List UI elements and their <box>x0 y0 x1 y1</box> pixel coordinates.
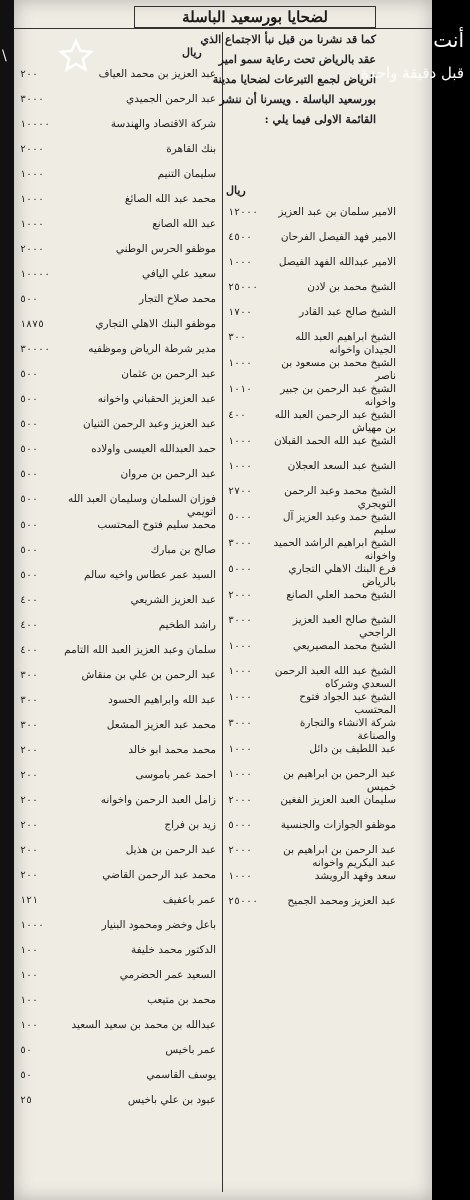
donor-row <box>18 819 218 844</box>
donor-name: سليمان العبد العزيز الفغين <box>280 794 396 806</box>
donation-amount: ١٠٠٠ <box>228 769 253 780</box>
donor-row <box>18 519 218 544</box>
donor-name: عبود بن علي باخيس <box>127 1094 216 1106</box>
donor-row <box>226 768 398 794</box>
donation-amount: ١٠٠ <box>20 995 39 1006</box>
donor-name: موظفو الجوازات والجنسية <box>280 819 396 831</box>
donation-amount: ٣٠٠٠ <box>228 538 253 549</box>
donor-row <box>226 743 398 768</box>
donor-row <box>226 206 398 231</box>
donation-amount: ١٠٠٠ <box>20 920 45 931</box>
donation-amount: ٣٠٠ <box>228 332 247 343</box>
donor-row <box>18 794 218 819</box>
donor-row <box>226 870 398 895</box>
donation-amount: ٣٠٠ <box>20 720 39 731</box>
donation-amount: ٢٥ <box>20 1095 33 1106</box>
donor-row <box>18 944 218 969</box>
donor-row <box>18 393 218 418</box>
donor-name: عبد العزيز الحقباني واخوانه <box>97 393 216 405</box>
overlay-timestamp: قبل دقيقة واحدة <box>360 64 464 82</box>
donor-name: سلمان وعبد العزيز العبد الله التامم <box>64 644 216 656</box>
donor-name: الشيخ عبد الجواد فتوح المحتسب <box>299 691 396 716</box>
donation-amount: ٣٠٠٠ <box>20 94 45 105</box>
donor-row <box>18 744 218 769</box>
donor-row <box>226 691 398 717</box>
donor-row <box>18 193 218 218</box>
donation-amount: ١٠٠٠ <box>228 692 253 703</box>
donor-row <box>18 443 218 468</box>
donor-row <box>226 589 398 614</box>
donor-row <box>18 68 218 93</box>
donation-amount: ١٠٠٠ <box>20 169 45 180</box>
left-donor-list <box>18 68 218 1119</box>
donor-name: عبد الله وابراهيم الحسود <box>108 694 216 706</box>
donation-amount: ٤٠٠ <box>20 620 39 631</box>
donor-row <box>18 569 218 594</box>
donation-amount: ٣٠٠٠ <box>228 718 253 729</box>
donor-row <box>226 485 398 511</box>
donor-row <box>18 1069 218 1094</box>
donor-name: محمد عبد الله الصائغ <box>124 193 216 205</box>
donor-row <box>18 844 218 869</box>
donor-name: زيد بن فراج <box>164 819 216 831</box>
donor-row <box>226 844 398 870</box>
donor-row <box>18 969 218 994</box>
donor-row <box>18 168 218 193</box>
donor-row <box>226 435 398 460</box>
donation-amount: ٣٠٠٠٠ <box>20 344 51 355</box>
donor-row <box>226 231 398 256</box>
donor-name: عبد الله الصانع <box>152 218 216 230</box>
left-currency-header: ريال <box>182 46 202 59</box>
donation-amount: ١٠٠٠ <box>20 194 45 205</box>
donor-name: عبدالله بن محمد بن سعيد السعيد <box>71 1019 216 1031</box>
donation-amount: ٥٠٠٠ <box>228 564 253 575</box>
donation-amount: ١٠٠ <box>20 970 39 981</box>
donation-amount: ٢٠٠٠ <box>20 144 45 155</box>
donation-amount: ٢٠٠٠ <box>228 795 253 806</box>
donation-amount: ٥٠٠ <box>20 545 39 556</box>
donor-row <box>18 468 218 493</box>
donor-row <box>18 293 218 318</box>
donor-name: عبد اللطيف بن دائل <box>309 743 396 755</box>
donor-row <box>226 717 398 743</box>
donation-amount: ٥٠٠ <box>20 494 39 505</box>
donor-row <box>226 640 398 665</box>
donor-name: الشيخ ابراهيم الراشد الحميد واخوانه <box>273 537 396 562</box>
donation-amount: ٢٠٠ <box>20 745 39 756</box>
donation-amount: ٥٠٠ <box>20 570 39 581</box>
right-donor-list <box>226 206 398 920</box>
donation-amount: ١٠٠٠ <box>228 461 253 472</box>
donation-amount: ٤٠٠ <box>20 645 39 656</box>
donor-row <box>18 368 218 393</box>
donor-row <box>18 343 218 368</box>
donor-name: محمد سليم فتوح المحتسب <box>97 519 216 531</box>
donor-row <box>18 318 218 343</box>
donor-row <box>18 769 218 794</box>
donor-name: محمد عبد العزيز المشعل <box>106 719 216 731</box>
donor-row <box>226 895 398 920</box>
donor-name: الامير سلمان بن عبد العزيز <box>278 206 396 218</box>
donation-amount: ١٢٠٠٠ <box>228 207 259 218</box>
donor-name: موظفو البنك الاهلي التجاري <box>95 318 216 330</box>
overlay-title: أنت <box>433 28 464 52</box>
donation-amount: ١٠٠٠ <box>228 871 253 882</box>
donor-row <box>18 894 218 919</box>
donor-name: عبد الرحمن الجميدي <box>126 93 216 105</box>
donation-amount: ٥٠٠٠ <box>228 820 253 831</box>
donation-amount: ٥٠٠٠ <box>228 512 253 523</box>
donor-row <box>18 243 218 268</box>
donor-row <box>18 669 218 694</box>
donation-amount: ١٠٠٠ <box>228 641 253 652</box>
right-currency-header: ريال <box>226 184 246 197</box>
donation-amount: ١٠٠٠ <box>20 219 45 230</box>
donor-name: زامل العبد الرحمن واخوانه <box>100 794 216 806</box>
donor-name: سعد وفهد الرويشد <box>314 870 396 882</box>
donor-name: صالح بن مبارك <box>150 544 216 556</box>
donor-name: عبد العزيز وعبد الرحمن الثنيان <box>83 418 216 430</box>
donation-amount: ٥٠٠ <box>20 444 39 455</box>
clipping-title: لضحايا بورسعيد الباسلة <box>134 6 376 28</box>
intro-paragraph: كما قد نشرنا من قبل نبأ الاجتماع الذي عقد بالرياض تحت رعاية سمو امير الرياض لجمع التبرعات لضحايا مدينة بورسعيد الباسلة . ويسرنا أن ننشر القائمة الاولى فيما يلي : <box>200 33 376 126</box>
donor-row <box>18 619 218 644</box>
donor-row <box>18 869 218 894</box>
donor-row <box>18 719 218 744</box>
donor-name: عبد الرحمن بن ابراهيم بن خميس <box>283 768 396 793</box>
donation-amount: ٥٠ <box>20 1045 33 1056</box>
donor-name: باعل وخضر ومحمود البنيار <box>101 919 216 931</box>
donation-amount: ١٠٠ <box>20 1020 39 1031</box>
donation-amount: ٢٠٠ <box>20 795 39 806</box>
donor-row <box>226 383 398 409</box>
donation-amount: ٥٠٠ <box>20 394 39 405</box>
donor-name: الشيخ عبد الرحمن العبد الله بن مهياش <box>274 409 396 434</box>
donation-amount: ٢٠٠٠ <box>20 244 45 255</box>
donor-name: سعيد علي اليافي <box>142 268 216 280</box>
donation-amount: ٥٠٠ <box>20 520 39 531</box>
donor-name: شركة الانشاء والتجارة والصناعة <box>299 717 396 742</box>
donor-row <box>18 118 218 143</box>
donor-name: الشيخ عبد الله الحمد القبلان <box>274 435 396 447</box>
donor-row <box>18 694 218 719</box>
donation-amount: ١٠٠٠٠ <box>20 269 51 280</box>
donation-amount: ١٠٠ <box>20 945 39 956</box>
donor-name: فوزان السلمان وسليمان العبد الله اتويمي <box>67 493 216 518</box>
donation-amount: ١٨٧٥ <box>20 319 45 330</box>
donor-name: الشيخ محمد بن مسعود بن ناصر <box>281 357 396 382</box>
donor-name: عمر باخيس <box>165 1044 216 1056</box>
donor-row <box>18 493 218 519</box>
donor-name: الشيخ محمد العلي الصانع <box>286 589 396 601</box>
donation-amount: ١٠٠٠ <box>228 358 253 369</box>
donor-name: سليمان التنيم <box>157 168 216 180</box>
donor-name: محمد صلاح التجار <box>139 293 216 305</box>
left-edge-strip <box>0 0 14 1200</box>
donor-row <box>18 544 218 569</box>
donor-row <box>226 256 398 281</box>
donor-row <box>226 460 398 485</box>
donor-name: مدير شرطة الرياض وموظفيه <box>88 343 216 355</box>
donation-amount: ٤٠٠ <box>20 595 39 606</box>
donor-row <box>18 418 218 443</box>
donation-amount: ١٠٠٠ <box>228 436 253 447</box>
donor-row <box>226 511 398 537</box>
donor-name: احمد عمر باموسى <box>135 769 216 781</box>
donor-name: عبد الرحمن بن مروان <box>120 468 216 480</box>
donor-name: عبد العزيز الشريعي <box>130 594 216 606</box>
donor-name: الشيخ صالح العبد العزيز الراجحي <box>292 614 396 639</box>
donor-row <box>18 994 218 1019</box>
donor-row <box>18 594 218 619</box>
donation-amount: ١٠١٠ <box>228 384 253 395</box>
donor-row <box>18 93 218 118</box>
donation-amount: ٢٠٠ <box>20 845 39 856</box>
donor-row <box>226 281 398 306</box>
donor-name: الشيخ صالح عبد القادر <box>299 306 396 318</box>
donor-name: بنك القاهرة <box>166 143 216 155</box>
donor-name: عبد الرحمن بن هذيل <box>125 844 216 856</box>
donor-name: الشيخ عبد السعد العجلان <box>287 460 396 472</box>
donor-row <box>18 1094 218 1119</box>
donor-name: عبد الرحمن بن ابراهيم بن عبد البكريم واخوانه <box>283 844 396 869</box>
donor-name: الشيخ ابراهيم العبد الله الجيدان واخوانه <box>295 331 396 356</box>
donor-name: السيد عمر عطاس واخيه سالم <box>84 569 216 581</box>
notification-overlay[interactable] <box>350 0 470 90</box>
donor-name: الشيخ عبد الرحمن بن جبير واخوانه <box>280 383 396 408</box>
donor-name: الشيخ محمد بن لادن <box>307 281 396 293</box>
donation-amount: ٢٧٠٠ <box>228 486 253 497</box>
donor-row <box>226 665 398 691</box>
donation-amount: ٥٠٠ <box>20 294 39 305</box>
donor-row <box>226 614 398 640</box>
donor-name: الدكتور محمد خليفة <box>130 944 216 956</box>
donor-row <box>226 306 398 331</box>
donor-name: محمد محمد ابو خالد <box>128 744 216 756</box>
column-divider <box>222 32 223 1192</box>
donor-row <box>18 919 218 944</box>
donation-amount: ٢٠٠ <box>20 820 39 831</box>
donor-row <box>18 218 218 243</box>
donor-row <box>226 409 398 435</box>
donation-amount: ٣٠٠ <box>20 670 39 681</box>
donor-name: عبد الرحمن بن علي بن منقاش <box>81 669 216 681</box>
donation-amount: ١٧٠٠ <box>228 307 253 318</box>
donation-amount: ٢٠٠٠ <box>228 845 253 856</box>
donation-amount: ٢٠٠ <box>20 870 39 881</box>
donation-amount: ٥٠٠ <box>20 469 39 480</box>
donor-name: راشد الطخيم <box>158 619 216 631</box>
donor-row <box>226 819 398 844</box>
donation-amount: ٥٠٠ <box>20 369 39 380</box>
donation-amount: ٢٥٠٠٠ <box>228 896 259 907</box>
edge-mark: \ <box>2 48 7 64</box>
donor-name: الشيخ محمد وعبد الرحمن التويجري <box>284 485 396 510</box>
star-outline-icon[interactable] <box>58 38 94 74</box>
donation-amount: ١٢١ <box>20 895 39 906</box>
donor-row <box>226 357 398 383</box>
donation-amount: ١٠٠٠٠ <box>20 119 51 130</box>
donation-amount: ٤٠٠ <box>228 410 247 421</box>
donor-row <box>18 644 218 669</box>
donation-amount: ٢٠٠ <box>20 770 39 781</box>
donor-row <box>226 563 398 589</box>
donor-row <box>18 1044 218 1069</box>
donation-amount: ٢٥٠٠٠ <box>228 282 259 293</box>
donor-name: السعيد عمر الحضرمي <box>119 969 216 981</box>
donor-name: عبد العزيز ومحمد الجميح <box>287 895 396 907</box>
donor-row <box>226 331 398 357</box>
donor-name: عبد الرحمن بن عثمان <box>121 368 216 380</box>
donor-name: الشيخ محمد المصيريعي <box>292 640 396 652</box>
newspaper-clipping <box>14 0 432 1200</box>
donation-amount: ٥٠ <box>20 1070 33 1081</box>
donation-amount: ٤٥٠٠ <box>228 232 253 243</box>
donor-name: فرع البنك الاهلي التجاري بالرياض <box>288 563 396 588</box>
donor-name: يوسف القاسمي <box>146 1069 216 1081</box>
donor-row <box>18 143 218 168</box>
donation-amount: ٢٠٠ <box>20 69 39 80</box>
donation-amount: ١٠٠٠ <box>228 666 253 677</box>
donor-name: الشيخ حمد وعبد العزيز آل سليم <box>282 511 396 536</box>
donor-row <box>226 794 398 819</box>
donation-amount: ١٠٠٠ <box>228 744 253 755</box>
donor-name: محمد بن متيعب <box>147 994 216 1006</box>
donor-name: محمد عبد الرحمن القاضي <box>102 869 216 881</box>
donor-name: الامير فهد الفيصل الفرحان <box>280 231 396 243</box>
donation-amount: ٢٠٠٠ <box>228 590 253 601</box>
donor-row <box>18 1019 218 1044</box>
donor-name: حمد العبدالله العيسى واولاده <box>91 443 216 455</box>
donation-amount: ٣٠٠ <box>20 695 39 706</box>
donor-name: شركة الاقتصاد والهندسة <box>110 118 216 130</box>
donor-name: عبد العزيز بن محمد العياف <box>98 68 216 80</box>
donation-amount: ٣٠٠٠ <box>228 615 253 626</box>
donor-name: عمر باعفيف <box>162 894 216 906</box>
donor-name: الشيخ عبد الله العبد الرحمن السعدي وشركاه <box>274 665 396 690</box>
donor-name: موظفو الحرس الوطني <box>115 243 216 255</box>
donor-row <box>18 268 218 293</box>
donation-amount: ٥٠٠ <box>20 419 39 430</box>
donation-amount: ١٠٠٠ <box>228 257 253 268</box>
donor-row <box>226 537 398 563</box>
donor-name: الامير عبدالله الفهد الفيصل <box>278 256 396 268</box>
